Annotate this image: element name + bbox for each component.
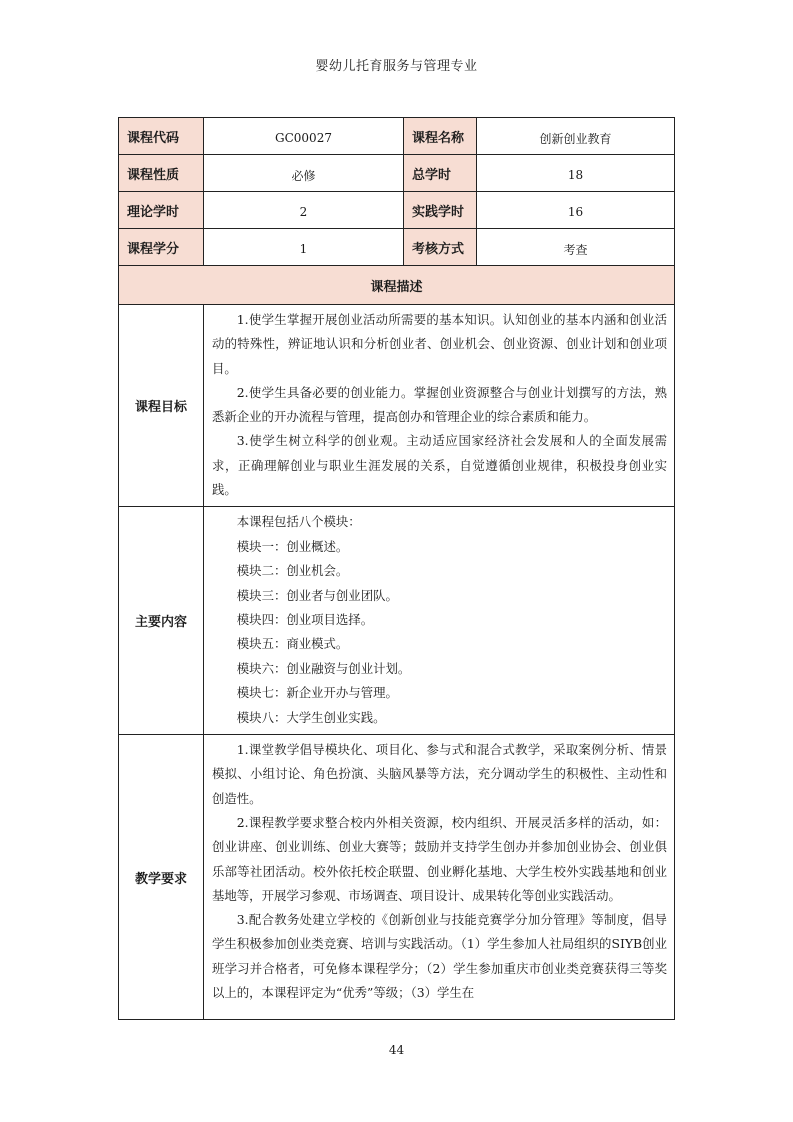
- info-label: 理论学时: [119, 192, 204, 229]
- info-row: [119, 118, 675, 155]
- course-table: [118, 117, 675, 1020]
- content-line: 模块七：新企业开办与管理。: [236, 685, 398, 701]
- info-value: 18: [477, 155, 675, 192]
- objectives-paragraph: 1.使学生掌握开展创业活动所需要的基本知识。认知创业的基本内涵和创业活动的特殊性，辨证地认识和分析创业者、创业机会、创业资源、创业计划和创业项目。: [212, 312, 667, 376]
- objectives-paragraph: 3.使学生树立科学的创业观。主动适应国家经济社会发展和人的全面发展需求，正确理解创业与职业生涯发展的关系，自觉遵循创业规律，积极投身创业实践。: [212, 433, 667, 498]
- info-label: 课程性质: [119, 155, 204, 192]
- objectives-body: [204, 305, 675, 507]
- content-line: 模块三：创业者与创业团队。: [236, 587, 398, 603]
- info-value: GC00027: [204, 118, 404, 155]
- info-value: 必修: [204, 155, 404, 192]
- info-label: 课程名称: [404, 118, 477, 155]
- content-line: 模块六：创业融资与创业计划。: [236, 660, 411, 676]
- content-line: 模块四：创业项目选择。: [236, 612, 374, 627]
- requirements-label: 教学要求: [119, 735, 204, 1020]
- info-label: 总学时: [404, 155, 477, 192]
- requirements-paragraph: 3.配合教务处建立学校的《创新创业与技能竞赛学分加分管理》等制度，倡导学生积极参加创业类竞赛、培训与实践活动。（1）学生参加人社局组织的SIYB创业班学习并合格者，可免修本课程学分；（2）学生参加重庆市创业类竞赛获得三等奖以上的，本课程评定为“优秀”等级；（3）学生在: [212, 912, 667, 1000]
- info-row: [119, 229, 675, 266]
- info-label: 课程学分: [119, 229, 204, 266]
- info-label: 课程代码: [119, 118, 204, 155]
- description-header: 课程描述: [119, 266, 675, 305]
- content-line: 本课程包括八个模块：: [236, 514, 361, 530]
- info-row: [119, 192, 675, 229]
- objectives-label: 课程目标: [119, 305, 204, 507]
- info-label: 实践学时: [404, 192, 477, 229]
- content-body: [204, 507, 675, 735]
- info-value: 1: [204, 229, 404, 266]
- requirements-paragraph: 1.课堂教学倡导模块化、项目化、参与式和混合式教学，采取案例分析、情景模拟、小组讨论、角色扮演、头脑风暴等方法，充分调动学生的积极性、主动性和创造性。: [212, 742, 667, 806]
- requirements-body: [204, 735, 675, 1020]
- content-line: 模块五：商业模式。: [236, 636, 349, 652]
- info-value: 16: [477, 192, 675, 229]
- info-value: 创新创业教育: [477, 118, 675, 155]
- objectives-paragraph: 2.使学生具备必要的创业能力。掌握创业资源整合与创业计划撰写的方法，熟悉新企业的开办流程与管理，提高创办和管理企业的综合素质和能力。: [212, 384, 667, 425]
- content-label: 主要内容: [119, 507, 204, 735]
- content-line: 模块八：大学生创业实践。: [236, 709, 386, 725]
- content-line: 模块一：创业概述。: [236, 538, 349, 554]
- info-row: [119, 155, 675, 192]
- info-value: 2: [204, 192, 404, 229]
- info-value: 考查: [477, 229, 675, 266]
- requirements-paragraph: 2.课程教学要求整合校内外相关资源，校内组织、开展灵活多样的活动，如：创业讲座、创业训练、创业大赛等；鼓励并支持学生创办并参加创业协会、创业俱乐部等社团活动。校外依托校企联盟、创业孵化基地、大学生校外实践基地和创业基地等，开展学习参观、市场调查、项目设计、成果转化等创业实践活动。: [212, 814, 667, 903]
- content-line: 模块二：创业机会。: [236, 563, 349, 579]
- page-header: 婴幼儿托育服务与管理专业: [315, 59, 478, 74]
- info-label: 考核方式: [404, 229, 477, 266]
- page-number: 44: [388, 1043, 405, 1057]
